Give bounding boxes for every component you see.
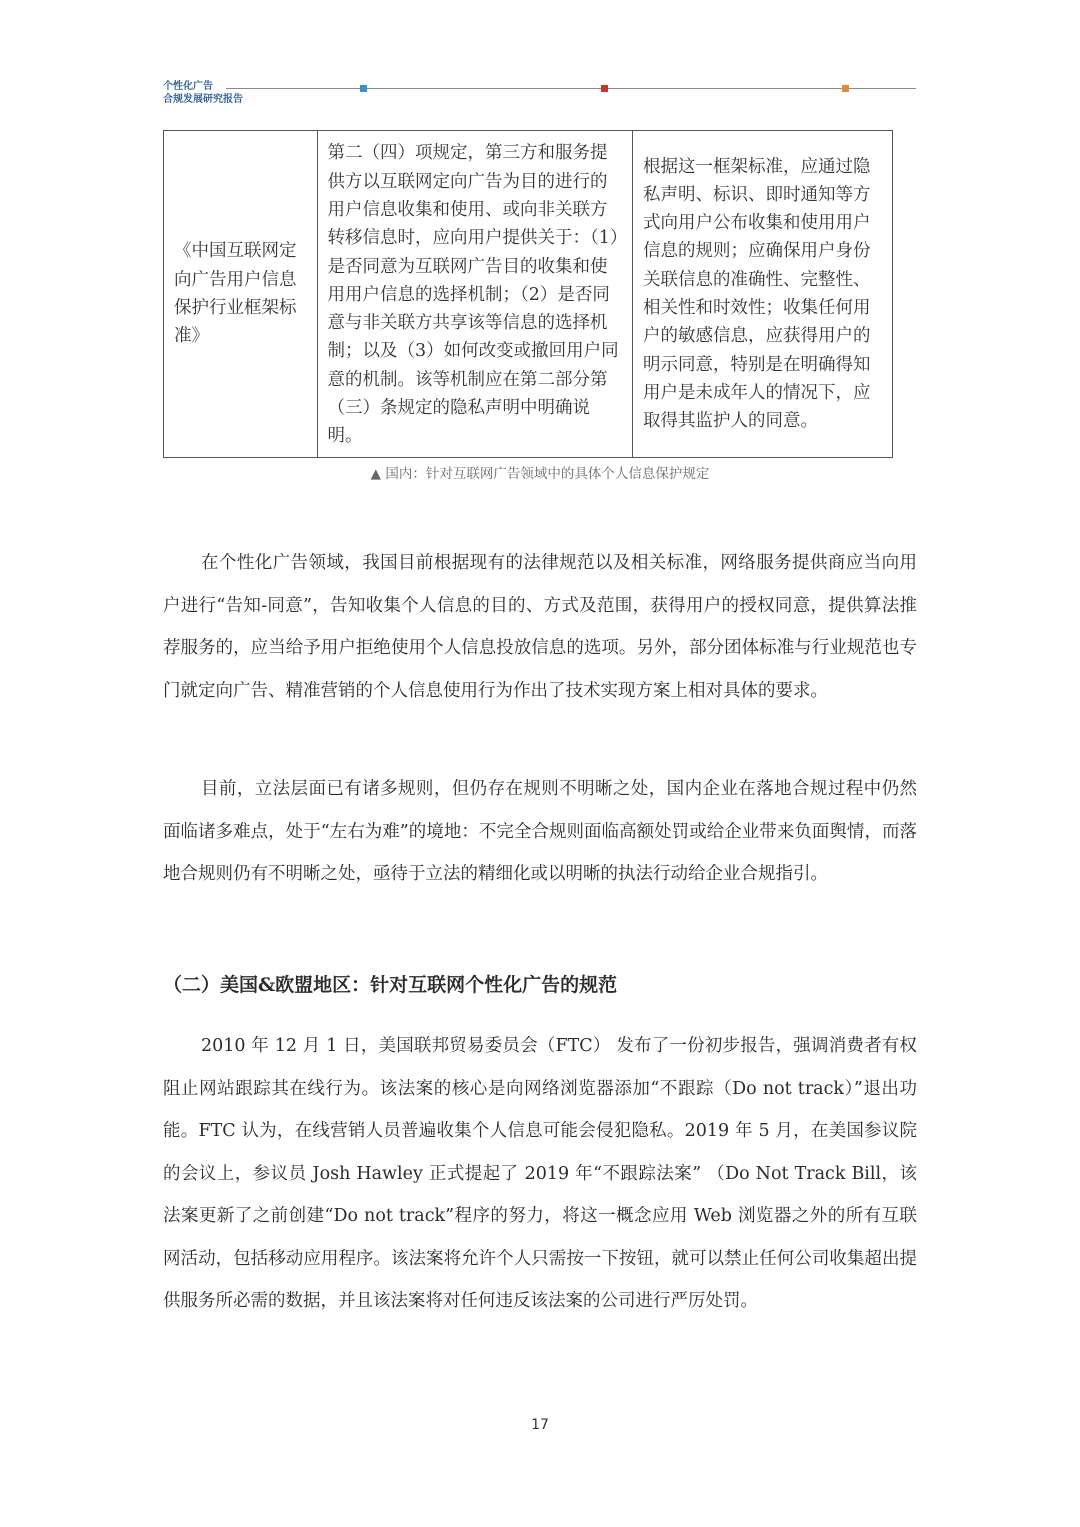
body-paragraph-2: 目前，立法层面已有诸多规则，但仍存在规则不明晰之处，国内企业在落地合规过程中仍然面临诸多难点，处于“左右为难”的境地：不完全合规则面临高额处罚或给企业带来负面舆情，而落地合规则仍有不明晰之处，亟待于立法的精细化或以明晰的执法行动给企业合规指引。: [163, 779, 917, 884]
header-mark-red: [601, 85, 608, 92]
page-number: 17: [531, 1417, 549, 1433]
table-caption: ▲ 国内：针对互联网广告领域中的具体个人信息保护规定: [370, 466, 710, 482]
report-logo: [163, 80, 243, 106]
table-row: [164, 131, 893, 458]
logo-line-1: 个性化广告: [163, 81, 213, 92]
logo-line-2: 合规发展研究报告: [163, 94, 243, 105]
regulation-table: [163, 130, 893, 458]
regulation-requirement-cell: 根据这一框架标准，应通过隐私声明、标识、即时通知等方式向用户公布收集和使用用户信息的规则；应确保用户身份关联信息的准确性、完整性、相关性和时效性；收集任何用户的敏感信息，应获得用户的明示同意，特别是在明确得知用户是未成年人的情况下，应取得其监护人的同意。: [633, 131, 893, 458]
section-heading: （二）美国&欧盟地区：针对互联网个性化广告的规范: [163, 974, 618, 996]
body-paragraph-1: 在个性化广告领域，我国目前根据现有的法律规范以及相关标准，网络服务提供商应当向用户进行“告知-同意”，告知收集个人信息的目的、方式及范围，获得用户的授权同意，提供算法推荐服务的，应当给予用户拒绝使用个人信息投放信息的选项。另外，部分团体标准与行业规范也专门就定向广告、精准营销的个人信息使用行为作出了技术实现方案上相对具体的要求。: [163, 553, 917, 701]
body-paragraph-3: 2010 年 12 月 1 日，美国联邦贸易委员会（FTC） 发布了一份初步报告，强调消费者有权阻止网站跟踪其在线行为。该法案的核心是向网络浏览器添加“不跟踪（Do not track）”退出功能。FTC 认为，在线营销人员普遍收集个人信息可能会侵犯隐私。2019 年 5 月，在美国参议院的会议上，参议员 Josh Hawley 正式提起了 2019 年“不跟踪法案” （Do Not Track Bill，该法案更新了之前创建“Do not track”程序的努力，将这一概念应用 Web 浏览器之外的所有互联网活动，包括移动应用程序。该法案将允许个人只需按一下按钮，就可以禁止任何公司收集超出提供服务所必需的数据，并且该法案将对任何违反该法案的公司进行严厉处罚。: [163, 1036, 917, 1311]
header-mark-orange: [842, 85, 849, 92]
header-divider: [226, 88, 916, 89]
regulation-rule-cell: 第二（四）项规定，第三方和服务提供方以互联网定向广告为目的进行的用户信息收集和使用、或向非关联方转移信息时，应向用户提供关于：（1）是否同意为互联网广告目的收集和使用用户信息的选择机制；（2）是否同意与非关联方共享该等信息的选择机制；以及（3）如何改变或撤回用户同意的机制。该等机制应在第二部分第（三）条规定的隐私声明中明确说明。: [317, 131, 633, 458]
regulation-name-cell: 《中国互联网定向广告用户信息保护行业框架标准》: [164, 131, 318, 458]
header-mark-blue: [360, 85, 367, 92]
